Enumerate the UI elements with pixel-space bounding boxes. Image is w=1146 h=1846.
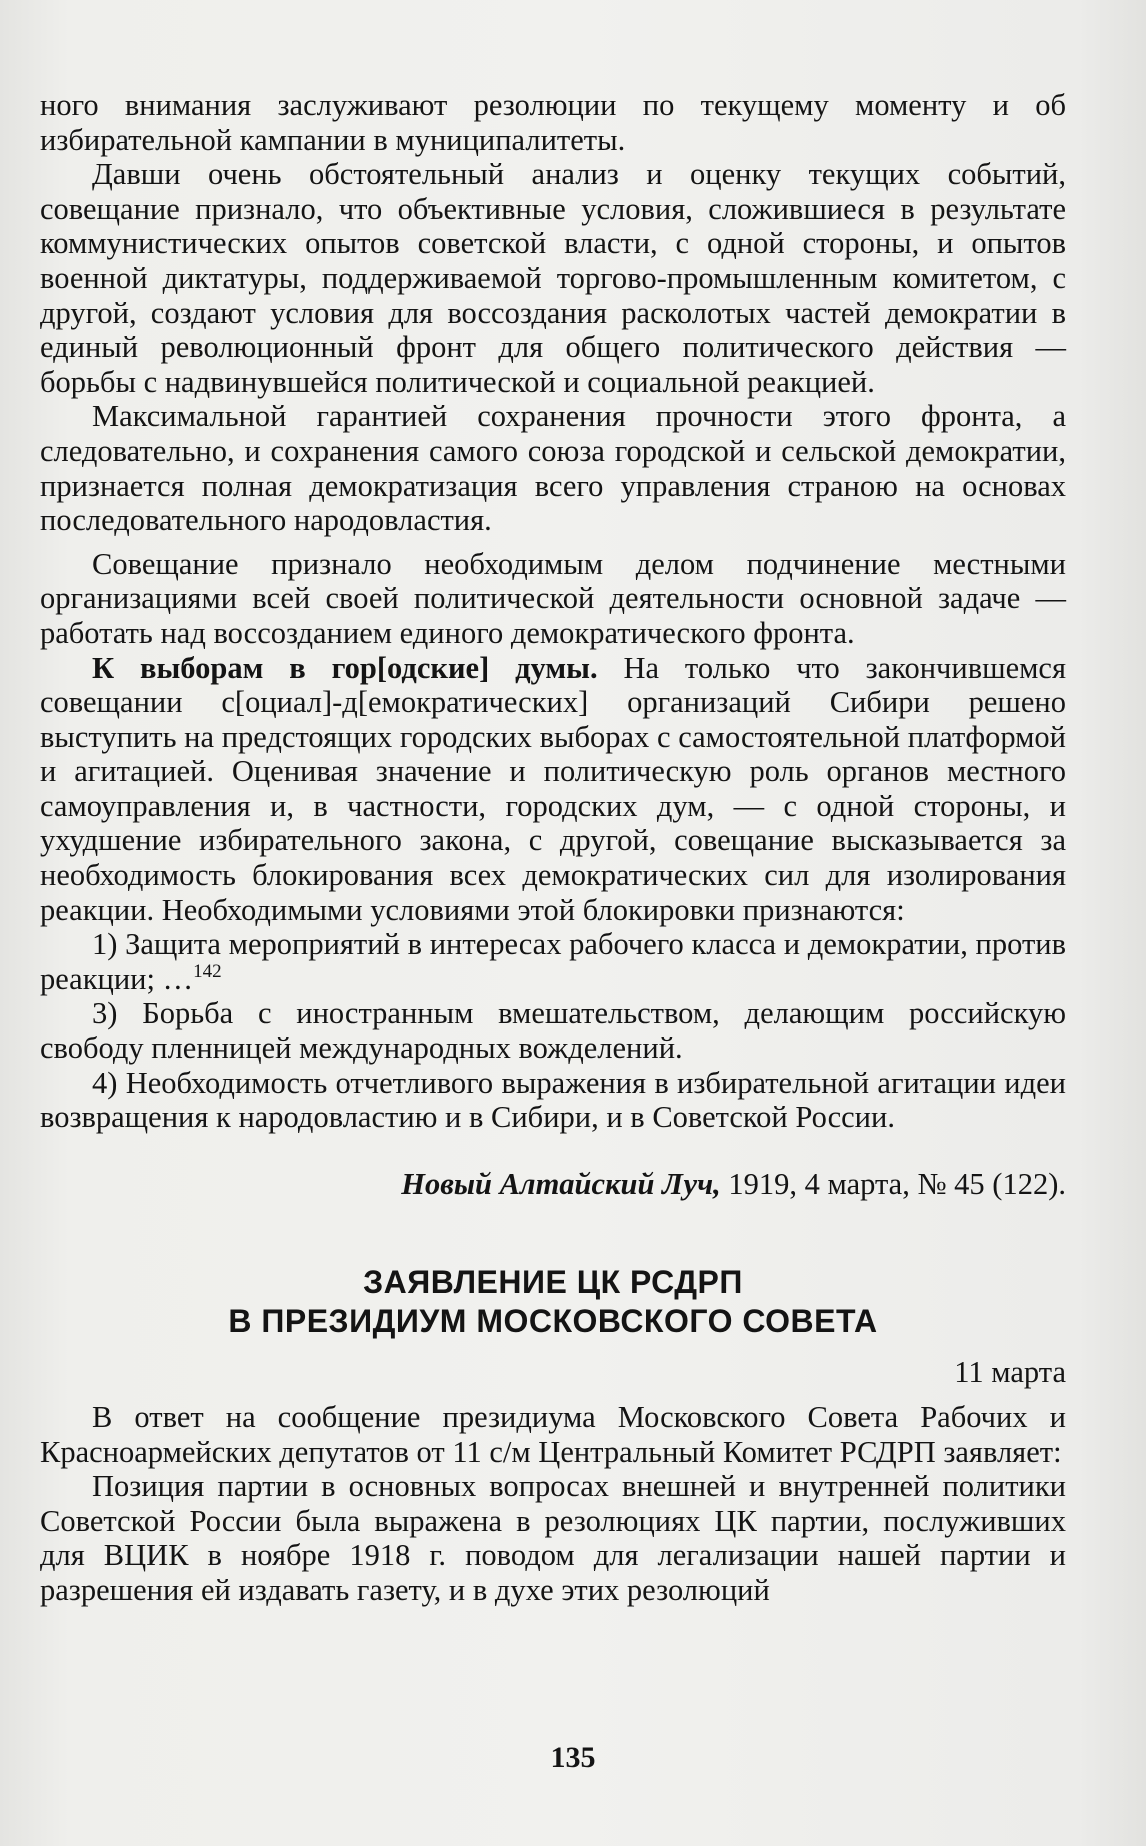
page-number: 135 (550, 1741, 596, 1774)
condition-1-text: 1) Защита мероприятий в интересах рабочего класса и демократии, против реакции; … (40, 927, 1066, 996)
paragraph-guarantee: Максимальной гарантией сохранения прочности этого фронта, а следовательно, и сохранения самого союза городской и сельской демократии, признается полная демократизация всего управления страною на основах последовательного народовластия. (40, 399, 1066, 538)
condition-4: 4) Необходимость отчетливого выражения в избирательной агитации идеи возвращения к народовластию и в Сибири, и в Советской России. (40, 1065, 1066, 1135)
paragraph-analysis: Давши очень обстоятельный анализ и оценку текущих событий, совещание признало, что объективные условия, сложившиеся в результате коммунистических опытов советской власти, с одной стороны, и опытов военной диктатуры, поддерживаемой торгово-промышленным комитетом, с другой, создают условия для воссоздания расколотых частей демократии в единый революционный фронт для общего политического действия — борьбы с надвинувшейся политической и социальной реакцией. (40, 157, 1066, 399)
elections-heading: К выборам в гор[одские] думы. (92, 650, 598, 685)
page-body (40, 88, 1066, 1608)
paragraph-elections (40, 651, 1066, 928)
footnote-marker: 142 (193, 960, 222, 982)
statement-paragraph-1: В ответ на сообщение президиума Московского Совета Рабочих и Красноармейских депутатов от 11 с/м Центральный Комитет РСДРП заявляет: (40, 1400, 1066, 1469)
statement-date: 11 марта (954, 1355, 1066, 1390)
condition-3: 3) Борьба с иностранным вмешательством, делающим российскую свободу пленницей международных вожделений. (40, 996, 1066, 1066)
paragraph-continuation: ного внимания заслуживают резолюции по текущему моменту и об избирательной кампании в муниципалитеты. (40, 88, 1066, 157)
statement-title-line-1: ЗАЯВЛЕНИЕ ЦК РСДРП (363, 1264, 743, 1301)
source-citation (40, 1167, 1066, 1202)
source-details: 1919, 4 марта, № 45 (122). (720, 1166, 1066, 1201)
source-publication: Новый Алтайский Луч, (401, 1166, 721, 1201)
statement-title-line-2: В ПРЕЗИДИУМ МОСКОВСКОГО СОВЕТА (228, 1303, 878, 1340)
statement-title (40, 1263, 1066, 1341)
statement-paragraph-2: Позиция партии в основных вопросах внешней и внутренней политики Советской России была выражена в резолюциях ЦК партии, послуживших для ВЦИК в ноябре 1918 г. поводом для легализации нашей партии и разрешения ей издавать газету, и в духе этих резолюций (40, 1469, 1066, 1607)
paragraph-conference-decision: Совещание признало необходимым делом подчинение местными организациями всей своей политической деятельности основной задаче — работать над воссозданием единого демократического фронта. (40, 546, 1066, 650)
paragraph-gap (40, 538, 1066, 547)
elections-text: На только что закончившемся совещании с[оциал]-д[емократических] организаций Сибири решено выступить на предстоящих городских выборах с самостоятельной платформой и агитацией. Оценивая значение и политическую роль органов местного самоуправления и, в частности, городских дум, — с одной стороны, и ухудшение избирательного закона, с другой, совещание высказывается за необходимость блокирования всех демократических сил для изолирования реакции. Необходимыми условиями этой блокировки признаются: (40, 650, 1066, 927)
condition-1 (40, 927, 1066, 996)
